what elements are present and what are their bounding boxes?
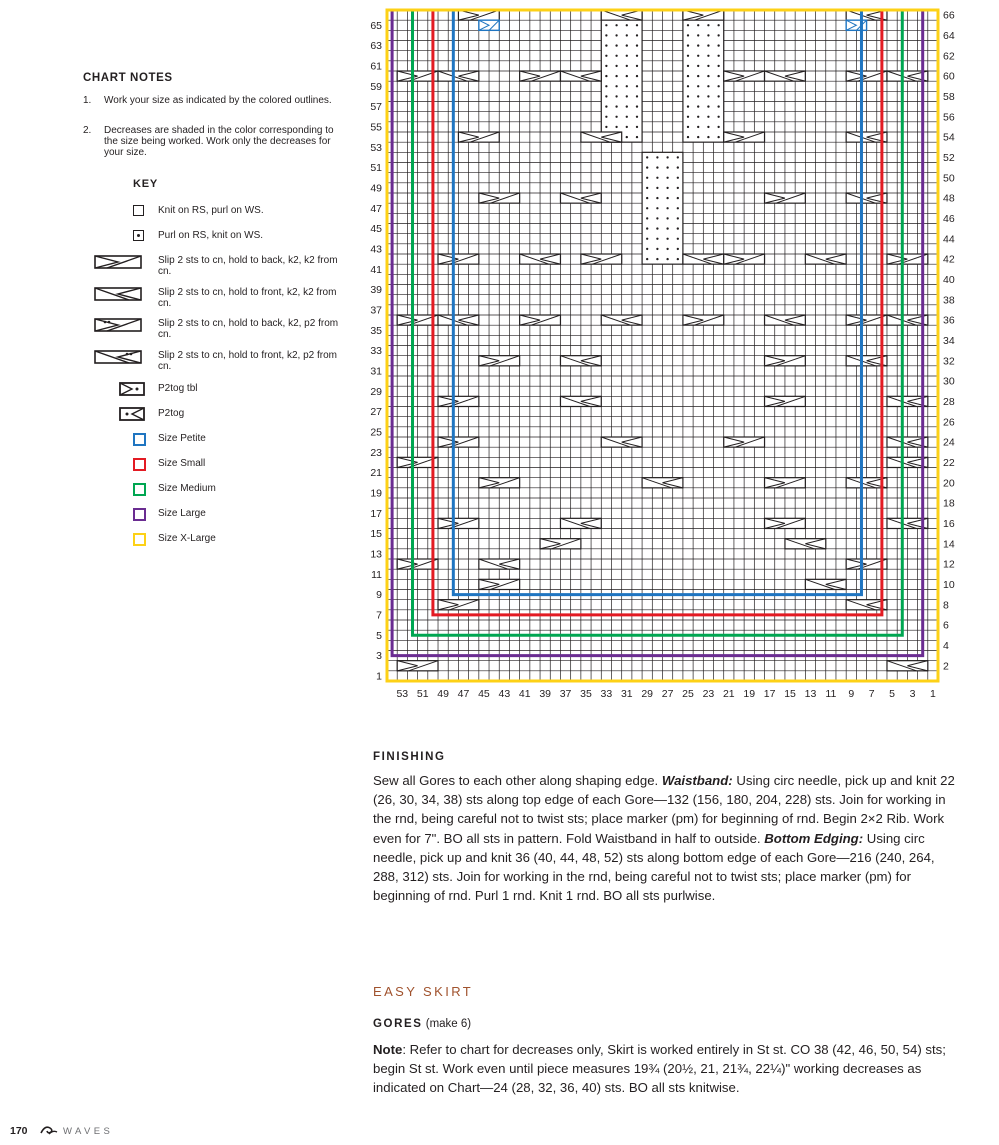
- purl-dot: [636, 44, 638, 46]
- key-item-p2tog-tbl: [0, 382, 340, 406]
- purl-dot: [697, 116, 699, 118]
- key-label: Slip 2 sts to cn, hold to back, k2, p2 from cn.: [158, 318, 339, 340]
- purl-dot: [677, 217, 679, 219]
- key-label: Slip 2 sts to cn, hold to front, k2, p2 from cn.: [158, 350, 337, 372]
- row-label: 24: [943, 436, 955, 449]
- purl-dot: [707, 24, 709, 26]
- purl-dot: [636, 126, 638, 128]
- row-label: 44: [943, 233, 955, 246]
- purl-dot: [615, 95, 617, 97]
- size-color-swatch: [133, 508, 146, 521]
- purl-dot: [717, 116, 719, 118]
- purl-dot: [707, 136, 709, 138]
- easy-skirt-note: [373, 1040, 958, 1098]
- purl-dot: [615, 105, 617, 107]
- purl-dot: [666, 258, 668, 260]
- purl-dot: [615, 85, 617, 87]
- row-label: 25: [370, 426, 382, 439]
- purl-dot: [656, 238, 658, 240]
- stitch-label: 31: [620, 688, 633, 700]
- key-label: Size Small: [158, 458, 206, 469]
- size-color-swatch: [133, 458, 146, 471]
- purl-dot: [677, 187, 679, 189]
- purl-dot: [615, 34, 617, 36]
- key-label: P2tog: [158, 408, 185, 419]
- key-size-xlarge: [0, 533, 340, 557]
- purl-dot: [677, 207, 679, 209]
- knitting-chart: [362, 5, 962, 705]
- purl-dot: [646, 177, 648, 179]
- row-label: 42: [943, 253, 955, 266]
- row-label: 10: [943, 579, 955, 592]
- chart-note-number: 1.: [83, 95, 92, 106]
- row-label: 8: [943, 599, 949, 612]
- stitch-label: 47: [457, 688, 470, 700]
- purl-dot: [666, 197, 668, 199]
- purl-dot: [717, 136, 719, 138]
- row-label: 21: [370, 467, 382, 480]
- stitch-label: 5: [889, 688, 896, 700]
- purl-dot: [656, 217, 658, 219]
- purl-dot: [615, 75, 617, 77]
- stitch-label: 35: [580, 688, 592, 700]
- purl-dot: [697, 136, 699, 138]
- cable-front-icon: [94, 287, 142, 301]
- purl-dot: [687, 116, 689, 118]
- purl-dot: [605, 65, 607, 67]
- stitch-label: 19: [743, 688, 756, 700]
- key-item-cable-back-purl: [0, 318, 340, 342]
- stitch-label: 25: [682, 688, 694, 700]
- row-label: 14: [943, 538, 955, 551]
- chart-note-text: Decreases are shaded in the color corresponding to the size being worked. Work only the decreases for your size.: [104, 125, 334, 158]
- purl-dot: [646, 207, 648, 209]
- purl-dot: [626, 105, 628, 107]
- stitch-label: 51: [416, 688, 429, 700]
- purl-dot: [687, 126, 689, 128]
- purl-dot: [626, 75, 628, 77]
- key-item-cable-front-purl: [0, 350, 340, 374]
- finishing-text: Using circ needle, pick up and knit 36 (40, 44, 48, 52) sts along bottom edge of each Gore—216 (240, 264, 288, 312) sts. Join for working in the rnd, being careful not to twist sts; place marker (pm) for beginning of rnd. Purl 1 rnd. Knit 1 rnd. BO all sts purlwise.: [373, 830, 935, 904]
- purl-dot: [707, 34, 709, 36]
- purl-dot: [717, 95, 719, 97]
- purl-dot: [687, 24, 689, 26]
- purl-dot: [656, 156, 658, 158]
- purl-dot: [646, 187, 648, 189]
- purl-dot: [646, 227, 648, 229]
- purl-dot: [666, 238, 668, 240]
- chart-notes-title: CHART NOTES: [83, 72, 173, 84]
- purl-dot: [656, 177, 658, 179]
- purl-dot: [626, 65, 628, 67]
- purl-dot: [626, 126, 628, 128]
- stitch-label: 41: [518, 688, 531, 700]
- row-label: 40: [943, 274, 955, 287]
- purl-dot: [636, 55, 638, 57]
- purl-dot: [615, 126, 617, 128]
- row-label: 58: [943, 91, 955, 104]
- purl-dot: [615, 65, 617, 67]
- purl-dot: [677, 177, 679, 179]
- purl-dot: [636, 95, 638, 97]
- stitch-label: 3: [909, 688, 916, 700]
- purl-dot: [656, 187, 658, 189]
- row-label: 23: [370, 446, 382, 459]
- purl-dot: [605, 44, 607, 46]
- row-label: 22: [943, 457, 955, 470]
- purl-dot: [677, 248, 679, 250]
- purl-dot: [636, 85, 638, 87]
- purl-dot: [605, 55, 607, 57]
- purl-dot: [605, 105, 607, 107]
- purl-dot: [656, 227, 658, 229]
- stitch-label: 21: [722, 688, 735, 700]
- stitch-label: 9: [848, 688, 855, 700]
- key-item-knit: [0, 204, 340, 228]
- stitch-label: 23: [702, 688, 715, 700]
- row-label: 19: [370, 487, 382, 500]
- row-label: 57: [370, 101, 382, 114]
- row-label: 1: [376, 670, 382, 683]
- key-size-petite: [0, 433, 340, 457]
- purl-dot: [626, 136, 628, 138]
- row-label: 26: [943, 416, 955, 429]
- stitch-label: 43: [498, 688, 511, 700]
- p2tog-icon: [119, 407, 145, 421]
- row-label: 43: [370, 243, 382, 256]
- size-color-swatch: [133, 483, 146, 496]
- chart-note-2: [83, 125, 341, 158]
- finishing-text: Using circ needle, pick up and knit 22 (26, 30, 34, 38) sts along top edge of each Gore—132 (156, 180, 204, 228) sts. Join for working in the rnd, being careful not to twist sts; place marker (pm) for beginning of rnd. Begin 2×2 Rib. Work even for 7". BO all sts in pattern. Fold Waistband in half to outside.: [373, 773, 955, 846]
- row-label: 15: [370, 528, 382, 541]
- key-label: Slip 2 sts to cn, hold to front, k2, k2 from cn.: [158, 287, 337, 309]
- row-label: 6: [943, 619, 949, 632]
- purl-dot: [646, 238, 648, 240]
- purl-dot: [636, 75, 638, 77]
- purl-dot: [626, 85, 628, 87]
- purl-dot: [687, 105, 689, 107]
- stitch-label: 11: [825, 688, 837, 700]
- stitch-label: 37: [559, 688, 572, 700]
- row-label: 33: [370, 345, 382, 358]
- key-item-p2tog: [0, 407, 340, 431]
- chart-note-text: Work your size as indicated by the colored outlines.: [104, 95, 332, 106]
- purl-dot: [697, 95, 699, 97]
- row-label: 2: [943, 660, 949, 673]
- row-label: 66: [943, 9, 955, 22]
- row-label: 32: [943, 355, 955, 368]
- key-size-large: [0, 508, 340, 532]
- key-item-purl: [0, 230, 340, 254]
- finishing-text: Sew all Gores to each other along shaping edge.: [373, 773, 662, 788]
- key-label: P2tog tbl: [158, 383, 198, 394]
- purl-dot: [677, 227, 679, 229]
- purl-dot: [605, 24, 607, 26]
- purl-dot: [717, 65, 719, 67]
- gores-label: GORES: [373, 1018, 423, 1030]
- purl-dot: [626, 55, 628, 57]
- purl-dot: [646, 166, 648, 168]
- purl-dot: [697, 85, 699, 87]
- purl-dot: [605, 126, 607, 128]
- note-text: : Refer to chart for decreases only, Skirt is worked entirely in St st. CO 38 (42, 46, 50, 54) sts; begin St st. Work even until piece measures 19¾ (20½, 21, 21¾, 22¼)" working decreases as indicated on Chart—24 (28, 32, 36, 40) sts. BO all sts knitwise.: [373, 1042, 946, 1096]
- purl-dot: [656, 248, 658, 250]
- row-label: 51: [370, 162, 382, 175]
- page-number: 170: [10, 1125, 28, 1137]
- row-label: 52: [943, 152, 955, 165]
- bottom-edging-label: Bottom Edging:: [764, 830, 864, 846]
- purl-dot: [707, 44, 709, 46]
- purl-dot: [605, 116, 607, 118]
- key-label: Slip 2 sts to cn, hold to back, k2, k2 from cn.: [158, 255, 338, 277]
- row-label: 50: [943, 172, 955, 185]
- purl-dot: [605, 85, 607, 87]
- row-label: 30: [943, 375, 955, 388]
- purl-dot: [707, 95, 709, 97]
- row-label: 47: [370, 202, 382, 215]
- purl-dot: [717, 105, 719, 107]
- purl-dot: [687, 65, 689, 67]
- purl-dot: [687, 95, 689, 97]
- row-label: 28: [943, 396, 955, 409]
- purl-dot: [666, 207, 668, 209]
- purl-dot: [615, 55, 617, 57]
- row-label: 63: [370, 40, 382, 53]
- wave-logo-icon: [39, 1124, 59, 1136]
- purl-dot: [677, 197, 679, 199]
- row-label: 35: [370, 324, 382, 337]
- purl-dot: [636, 116, 638, 118]
- purl-dot: [656, 166, 658, 168]
- purl-dot: [666, 166, 668, 168]
- row-label: 56: [943, 111, 955, 124]
- purl-dot: [707, 75, 709, 77]
- stitch-label: 7: [868, 688, 875, 700]
- purl-dot: [666, 177, 668, 179]
- row-label: 4: [943, 640, 949, 653]
- row-label: 46: [943, 213, 955, 226]
- purl-dot: [646, 217, 648, 219]
- stitch-label: 33: [600, 688, 613, 700]
- purl-dot: [697, 44, 699, 46]
- purl-dot: [697, 65, 699, 67]
- purl-dot: [636, 105, 638, 107]
- purl-dot: [697, 34, 699, 36]
- key-label: Size Petite: [158, 433, 206, 444]
- key-item-cable-front: [0, 287, 340, 311]
- row-label: 54: [943, 131, 955, 144]
- row-label: 5: [376, 629, 382, 642]
- cable-back-icon: [94, 255, 142, 269]
- row-label: 34: [943, 335, 955, 348]
- chart-note-1: [83, 95, 341, 106]
- purl-dot: [677, 166, 679, 168]
- purl-dot: [626, 44, 628, 46]
- purl-dot: [697, 75, 699, 77]
- purl-dot: [697, 126, 699, 128]
- row-label: 38: [943, 294, 955, 307]
- row-label: 45: [370, 223, 382, 236]
- row-label: 59: [370, 80, 382, 93]
- purl-dot: [666, 156, 668, 158]
- finishing-paragraph: [373, 771, 958, 905]
- purl-dot: [707, 85, 709, 87]
- row-label: 29: [370, 385, 382, 398]
- purl-dot: [707, 55, 709, 57]
- purl-dot: [717, 24, 719, 26]
- row-label: 17: [370, 507, 382, 520]
- key-size-small: [0, 458, 340, 482]
- note-label: Note: [373, 1042, 403, 1057]
- size-color-swatch: [133, 533, 146, 546]
- purl-dot: [677, 156, 679, 158]
- stitch-label: 27: [661, 688, 674, 700]
- stitch-label: 45: [478, 688, 490, 700]
- purl-dot: [717, 126, 719, 128]
- purl-dot: [626, 95, 628, 97]
- row-label: 11: [371, 568, 382, 581]
- purl-dot: [707, 126, 709, 128]
- purl-dot: [626, 24, 628, 26]
- gores-sub: (make 6): [422, 1018, 472, 1030]
- size-color-swatch: [133, 433, 146, 446]
- row-label: 20: [943, 477, 955, 490]
- purl-dot: [636, 24, 638, 26]
- row-label: 27: [370, 406, 382, 419]
- purl-dot: [717, 34, 719, 36]
- purl-dot: [707, 116, 709, 118]
- p2tog-tbl-icon: [119, 382, 145, 396]
- purl-dot: [666, 248, 668, 250]
- cable-back-purl-icon: [94, 318, 142, 332]
- stitch-label: 1: [929, 688, 936, 700]
- purl-dot: [615, 116, 617, 118]
- purl-dot: [697, 24, 699, 26]
- row-label: 7: [376, 609, 382, 622]
- purl-dot: [646, 156, 648, 158]
- purl-dot: [605, 75, 607, 77]
- purl-dot: [697, 55, 699, 57]
- purl-dot: [646, 248, 648, 250]
- purl-dot: [636, 65, 638, 67]
- stitch-label: 29: [641, 688, 654, 700]
- purl-dot: [636, 136, 638, 138]
- purl-dot: [717, 55, 719, 57]
- purl-dot: [626, 116, 628, 118]
- cable-front-purl-icon: [94, 350, 142, 364]
- row-label: 41: [370, 263, 382, 276]
- row-label: 31: [370, 365, 382, 378]
- purl-dot-icon: [133, 230, 144, 241]
- purl-dot: [666, 227, 668, 229]
- purl-dot: [677, 258, 679, 260]
- row-label: 61: [370, 60, 382, 73]
- purl-dot: [677, 238, 679, 240]
- row-label: 53: [370, 141, 382, 154]
- purl-dot: [656, 258, 658, 260]
- row-label: 12: [943, 558, 955, 571]
- purl-dot: [666, 187, 668, 189]
- purl-dot: [717, 75, 719, 77]
- row-label: 9: [376, 589, 382, 602]
- knit-square-icon: [133, 205, 144, 216]
- row-label: 65: [370, 19, 382, 32]
- row-label: 64: [943, 30, 955, 43]
- purl-dot: [687, 55, 689, 57]
- key-label: Size X-Large: [158, 533, 216, 544]
- row-label: 49: [370, 182, 382, 195]
- purl-dot: [656, 207, 658, 209]
- purl-dot: [646, 258, 648, 260]
- key-label: Knit on RS, purl on WS.: [158, 205, 264, 216]
- key-label: Size Large: [158, 508, 206, 519]
- gores-heading: [373, 1018, 471, 1030]
- row-label: 16: [943, 518, 955, 531]
- purl-dot: [666, 217, 668, 219]
- row-label: 3: [376, 650, 382, 663]
- purl-dot: [636, 34, 638, 36]
- purl-dot: [605, 95, 607, 97]
- stitch-label: 15: [784, 688, 796, 700]
- key-label: Size Medium: [158, 483, 216, 494]
- purl-dot: [687, 136, 689, 138]
- purl-dot: [656, 197, 658, 199]
- purl-dot: [707, 65, 709, 67]
- finishing-heading: FINISHING: [373, 751, 446, 763]
- row-label: 48: [943, 192, 955, 205]
- purl-dot: [697, 105, 699, 107]
- purl-dot: [687, 75, 689, 77]
- key-title: KEY: [133, 178, 159, 190]
- purl-dot: [717, 44, 719, 46]
- purl-dot: [626, 34, 628, 36]
- purl-dot: [687, 34, 689, 36]
- purl-dot: [646, 197, 648, 199]
- row-label: 18: [943, 497, 955, 510]
- row-label: 55: [370, 121, 382, 134]
- purl-dot: [615, 44, 617, 46]
- stitch-label: 39: [539, 688, 552, 700]
- key-label: Purl on RS, knit on WS.: [158, 230, 264, 241]
- waistband-label: Waistband:: [661, 773, 733, 788]
- chart-note-number: 2.: [83, 125, 92, 136]
- stitch-label: 17: [763, 688, 776, 700]
- row-label: 13: [370, 548, 382, 561]
- key-item-cable-back: [0, 255, 340, 279]
- purl-dot: [717, 85, 719, 87]
- row-label: 37: [370, 304, 382, 317]
- purl-dot: [687, 44, 689, 46]
- stitch-label: 53: [396, 688, 409, 700]
- stitch-label: 13: [804, 688, 817, 700]
- easy-skirt-heading: EASY SKIRT: [373, 984, 474, 999]
- purl-dot: [687, 85, 689, 87]
- purl-dot: [605, 34, 607, 36]
- stitch-label: 49: [437, 688, 449, 700]
- key-size-medium: [0, 483, 340, 507]
- publication-name: WAVES: [63, 1126, 114, 1137]
- purl-dot: [707, 105, 709, 107]
- row-label: 39: [370, 284, 382, 297]
- row-label: 60: [943, 70, 955, 83]
- row-label: 62: [943, 50, 955, 63]
- purl-dot: [615, 24, 617, 26]
- row-label: 36: [943, 314, 955, 327]
